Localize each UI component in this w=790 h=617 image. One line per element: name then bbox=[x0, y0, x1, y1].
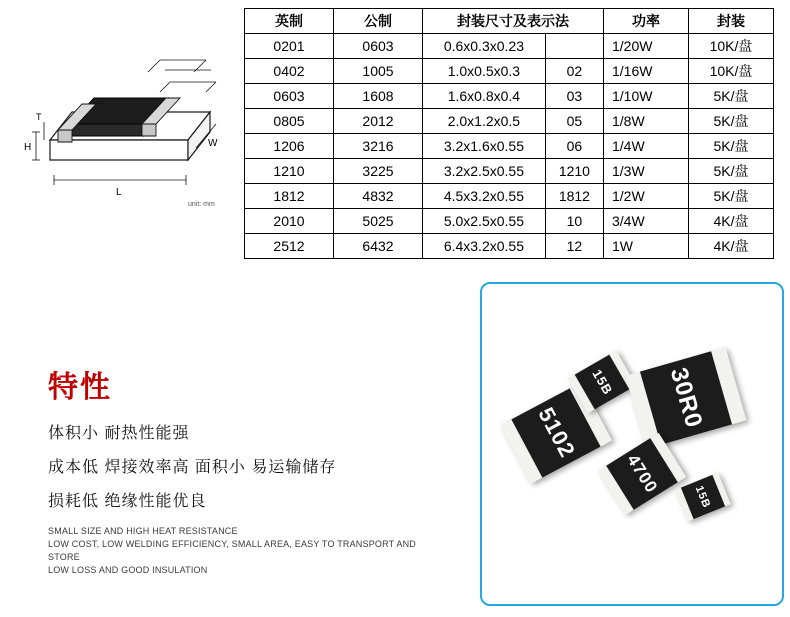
cell-code: 10 bbox=[545, 209, 603, 234]
smd-resistor-chip bbox=[626, 347, 747, 449]
cell-code: 05 bbox=[545, 109, 603, 134]
feature-en-line-1: SMALL SIZE AND HIGH HEAT RESISTANCE bbox=[48, 526, 238, 536]
cell-dimension: 2.0x1.2x0.5 bbox=[423, 109, 546, 134]
table-row bbox=[245, 184, 774, 209]
dim-label-width: W bbox=[208, 138, 218, 149]
dim-label-length: L bbox=[116, 187, 122, 198]
cell-power: 3/4W bbox=[604, 209, 689, 234]
cell-imperial: 0201 bbox=[245, 34, 334, 59]
chip-body bbox=[606, 438, 678, 510]
features-section bbox=[48, 362, 448, 577]
cell-imperial: 1210 bbox=[245, 159, 334, 184]
header-metric: 公制 bbox=[334, 9, 423, 34]
cell-power: 1/8W bbox=[604, 109, 689, 134]
cell-package: 10K/盘 bbox=[689, 34, 774, 59]
table-row bbox=[245, 109, 774, 134]
header-package: 封装 bbox=[689, 9, 774, 34]
cell-dimension: 0.6x0.3x0.23 bbox=[423, 34, 546, 59]
package-spec-table bbox=[244, 8, 774, 259]
dim-label-thickness: T bbox=[36, 112, 42, 122]
chip-body bbox=[681, 475, 724, 519]
feature-en-line-3: LOW LOSS AND GOOD INSULATION bbox=[48, 565, 208, 575]
features-english-block bbox=[48, 525, 448, 577]
drawing-svg bbox=[10, 20, 230, 220]
header-power: 功率 bbox=[604, 9, 689, 34]
cell-imperial: 2010 bbox=[245, 209, 334, 234]
chip-marking-code: 4700 bbox=[623, 450, 662, 497]
table-row bbox=[245, 34, 774, 59]
smd-resistor-chip bbox=[598, 433, 687, 515]
table-row bbox=[245, 159, 774, 184]
cell-code: 12 bbox=[545, 234, 603, 259]
cell-code: 1210 bbox=[545, 159, 603, 184]
chip-body bbox=[575, 355, 630, 410]
cell-code: 06 bbox=[545, 134, 603, 159]
table-header-row bbox=[245, 9, 774, 34]
cell-power: 1/10W bbox=[604, 84, 689, 109]
cell-package: 10K/盘 bbox=[689, 59, 774, 84]
cell-power: 1W bbox=[604, 234, 689, 259]
product-photo-panel bbox=[480, 282, 784, 606]
unit-note: unit: mm bbox=[188, 201, 215, 208]
feature-en-line-2: LOW COST, LOW WELDING EFFICIENCY, SMALL AREA, EASY TO TRANSPORT AND STORE bbox=[48, 539, 416, 562]
table-row bbox=[245, 209, 774, 234]
cell-package: 5K/盘 bbox=[689, 84, 774, 109]
cell-code: 02 bbox=[545, 59, 603, 84]
features-title: 特性 bbox=[48, 371, 112, 404]
cell-package: 5K/盘 bbox=[689, 134, 774, 159]
cell-metric: 3225 bbox=[334, 159, 423, 184]
table-row bbox=[245, 59, 774, 84]
cell-power: 1/20W bbox=[604, 34, 689, 59]
cell-power: 1/16W bbox=[604, 59, 689, 84]
feature-line-1: 体积小 耐热性能强 bbox=[48, 425, 190, 442]
cell-package: 5K/盘 bbox=[689, 184, 774, 209]
cell-code bbox=[545, 34, 603, 59]
table-row bbox=[245, 84, 774, 109]
cell-dimension: 3.2x2.5x0.55 bbox=[423, 159, 546, 184]
cell-package: 4K/盘 bbox=[689, 234, 774, 259]
cell-imperial: 0805 bbox=[245, 109, 334, 134]
table-header bbox=[245, 9, 774, 34]
cell-imperial: 1812 bbox=[245, 184, 334, 209]
cell-code: 1812 bbox=[545, 184, 603, 209]
cell-metric: 0603 bbox=[334, 34, 423, 59]
feature-line-3: 损耗低 绝缘性能优良 bbox=[48, 493, 207, 510]
cell-power: 1/2W bbox=[604, 184, 689, 209]
table-body bbox=[245, 34, 774, 259]
header-dimension: 封装尺寸及表示法 bbox=[423, 9, 604, 34]
cell-metric: 5025 bbox=[334, 209, 423, 234]
cell-dimension: 3.2x1.6x0.55 bbox=[423, 134, 546, 159]
cell-imperial: 0402 bbox=[245, 59, 334, 84]
smd-resistor-chip bbox=[675, 473, 730, 522]
cell-package: 4K/盘 bbox=[689, 209, 774, 234]
cell-code: 03 bbox=[545, 84, 603, 109]
cell-imperial: 1206 bbox=[245, 134, 334, 159]
cell-imperial: 2512 bbox=[245, 234, 334, 259]
cell-metric: 4832 bbox=[334, 184, 423, 209]
table-row bbox=[245, 234, 774, 259]
table-row bbox=[245, 134, 774, 159]
cell-dimension: 1.0x0.5x0.3 bbox=[423, 59, 546, 84]
cell-dimension: 6.4x3.2x0.55 bbox=[423, 234, 546, 259]
cell-power: 1/4W bbox=[604, 134, 689, 159]
package-dimension-drawing bbox=[10, 20, 230, 220]
cell-power: 1/3W bbox=[604, 159, 689, 184]
chip-marking-code: 15B bbox=[588, 366, 616, 398]
header-imperial: 英制 bbox=[245, 9, 334, 34]
cell-metric: 2012 bbox=[334, 109, 423, 134]
cell-metric: 1005 bbox=[334, 59, 423, 84]
cell-dimension: 5.0x2.5x0.55 bbox=[423, 209, 546, 234]
chip-marking-code: 15B bbox=[693, 484, 713, 511]
chip-body bbox=[640, 351, 733, 445]
cell-imperial: 0603 bbox=[245, 84, 334, 109]
dim-label-height: H bbox=[24, 142, 32, 153]
chip-marking-code: 5102 bbox=[532, 403, 580, 463]
cell-dimension: 4.5x3.2x0.55 bbox=[423, 184, 546, 209]
cell-package: 5K/盘 bbox=[689, 109, 774, 134]
cell-metric: 6432 bbox=[334, 234, 423, 259]
cell-metric: 3216 bbox=[334, 134, 423, 159]
chip-marking-code: 30R0 bbox=[665, 364, 708, 432]
cell-dimension: 1.6x0.8x0.4 bbox=[423, 84, 546, 109]
cell-package: 5K/盘 bbox=[689, 159, 774, 184]
feature-line-2: 成本低 焊接效率高 面积小 易运输储存 bbox=[48, 459, 337, 476]
cell-metric: 1608 bbox=[334, 84, 423, 109]
